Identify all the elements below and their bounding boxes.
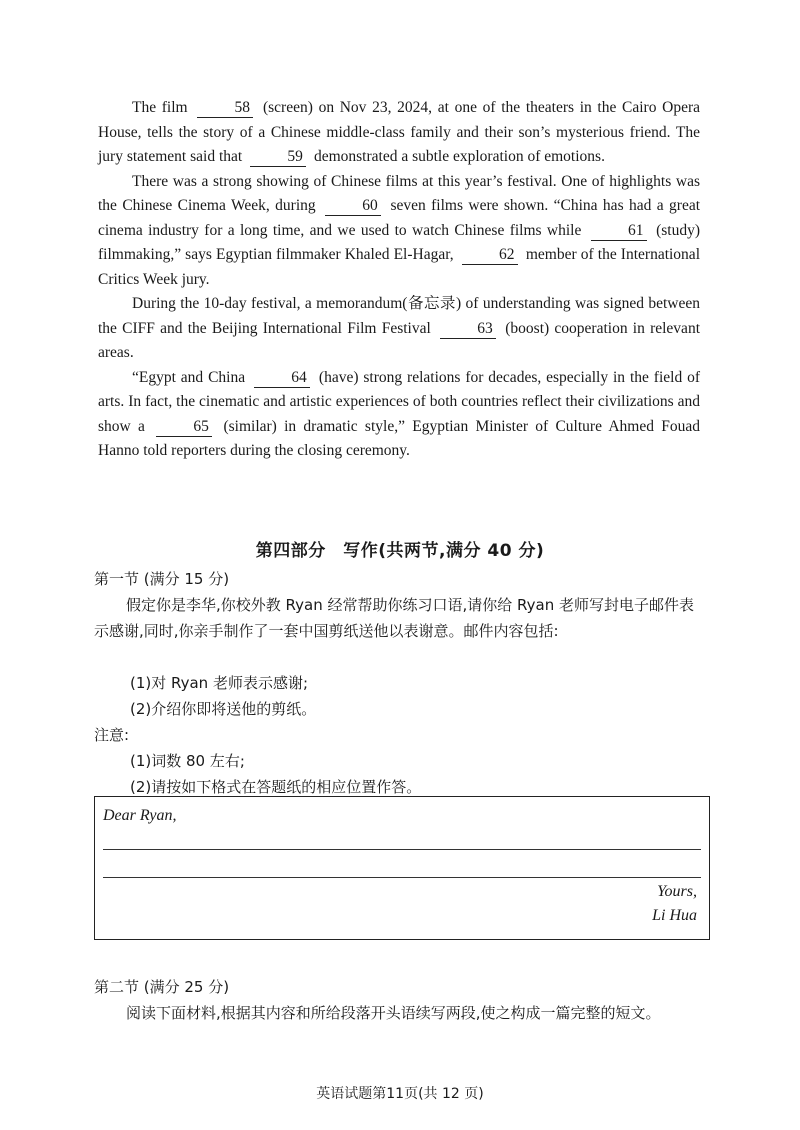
passage-text: (similar) in dramatic style,” Egyptian Minister of Culture Ahmed Fouad Hanno told reporters during the closing ceremony. bbox=[98, 417, 701, 459]
part4-title: 第四部分 写作(共两节,满分 40 分) bbox=[255, 541, 545, 561]
passage-text: (boost) cooperation in relevant areas. bbox=[98, 319, 700, 361]
writing-line bbox=[103, 849, 701, 850]
note-label: 注意: bbox=[94, 726, 130, 744]
passage-text: demonstrated a subtle exploration of emotions. bbox=[313, 148, 605, 165]
writing-line bbox=[103, 877, 701, 878]
letter-closing-2: Li Hua bbox=[652, 907, 697, 924]
passage-text: (screen) on Nov 23, 2024, at one of the theaters in the Cairo Opera House, tells the story of a Chinese middle-class family and their son’s mysterious friend. The jury statement said that bbox=[98, 99, 701, 165]
letter-closing-1: Yours, bbox=[657, 883, 697, 900]
section1-prompt: 假定你是李华,你校外教 Ryan 经常帮助你练习口语,请你给 Ryan 老师写封电子邮件表示感谢,同时,你亲手制作了一套中国剪纸送他以表谢意。邮件内容包括: bbox=[94, 596, 694, 640]
blank-58: 58 bbox=[197, 99, 253, 118]
section1-item-1: (1)对 Ryan 老师表示感谢; bbox=[130, 674, 309, 692]
letter-format-box bbox=[94, 796, 710, 940]
passage-paragraph-2 bbox=[98, 170, 700, 293]
passage-text: (have) strong relations for decades, especially in the field of arts. In fact, the cinematic and artistic experiences of both countries reflect their civilizations and show a bbox=[98, 368, 701, 435]
passage-text: The film bbox=[132, 99, 188, 116]
passage-paragraph-1 bbox=[98, 96, 700, 170]
blank-64: 64 bbox=[254, 369, 310, 388]
blank-65: 65 bbox=[156, 418, 212, 437]
note-1: (1)词数 80 左右; bbox=[130, 752, 245, 770]
blank-59: 59 bbox=[250, 148, 306, 167]
passage-text: There was a strong showing of Chinese films at this year’s festival. One of highlights was the Chinese Cinema Week, during bbox=[98, 172, 700, 214]
passage-text: During the 10-day festival, a memorandum(备忘录) of understanding was signed between the CIFF and the Beijing International Film Festival bbox=[98, 295, 700, 337]
letter-greeting: Dear Ryan, bbox=[103, 807, 177, 824]
passage-paragraph-3 bbox=[98, 292, 700, 366]
blank-60: 60 bbox=[325, 197, 381, 216]
passage-paragraph-4 bbox=[98, 366, 700, 464]
passage-text: seven films were shown. “China has had a great cinema industry for a long time, and we used to watch Chinese films while bbox=[98, 197, 701, 239]
section2-prompt: 阅读下面材料,根据其内容和所给段落开头语续写两段,使之构成一篇完整的短文。 bbox=[126, 1004, 661, 1022]
passage-text: “Egypt and China bbox=[132, 368, 246, 386]
section2-heading: 第二节 (满分 25 分) bbox=[94, 978, 230, 996]
blank-61: 61 bbox=[591, 222, 647, 241]
page-footer: 英语试题第11页(共 12 页) bbox=[316, 1086, 484, 1102]
note-2: (2)请按如下格式在答题纸的相应位置作答。 bbox=[130, 778, 422, 796]
section1-heading: 第一节 (满分 15 分) bbox=[94, 570, 230, 588]
section1-item-2: (2)介绍你即将送他的剪纸。 bbox=[130, 700, 317, 718]
passage-text: (study) filmmaking,” says Egyptian filmmaker Khaled El-Hagar, bbox=[98, 221, 701, 263]
blank-63: 63 bbox=[440, 320, 496, 339]
blank-62: 62 bbox=[462, 246, 518, 265]
reading-passage bbox=[98, 96, 700, 464]
passage-text: member of the International Critics Week jury. bbox=[98, 246, 700, 288]
